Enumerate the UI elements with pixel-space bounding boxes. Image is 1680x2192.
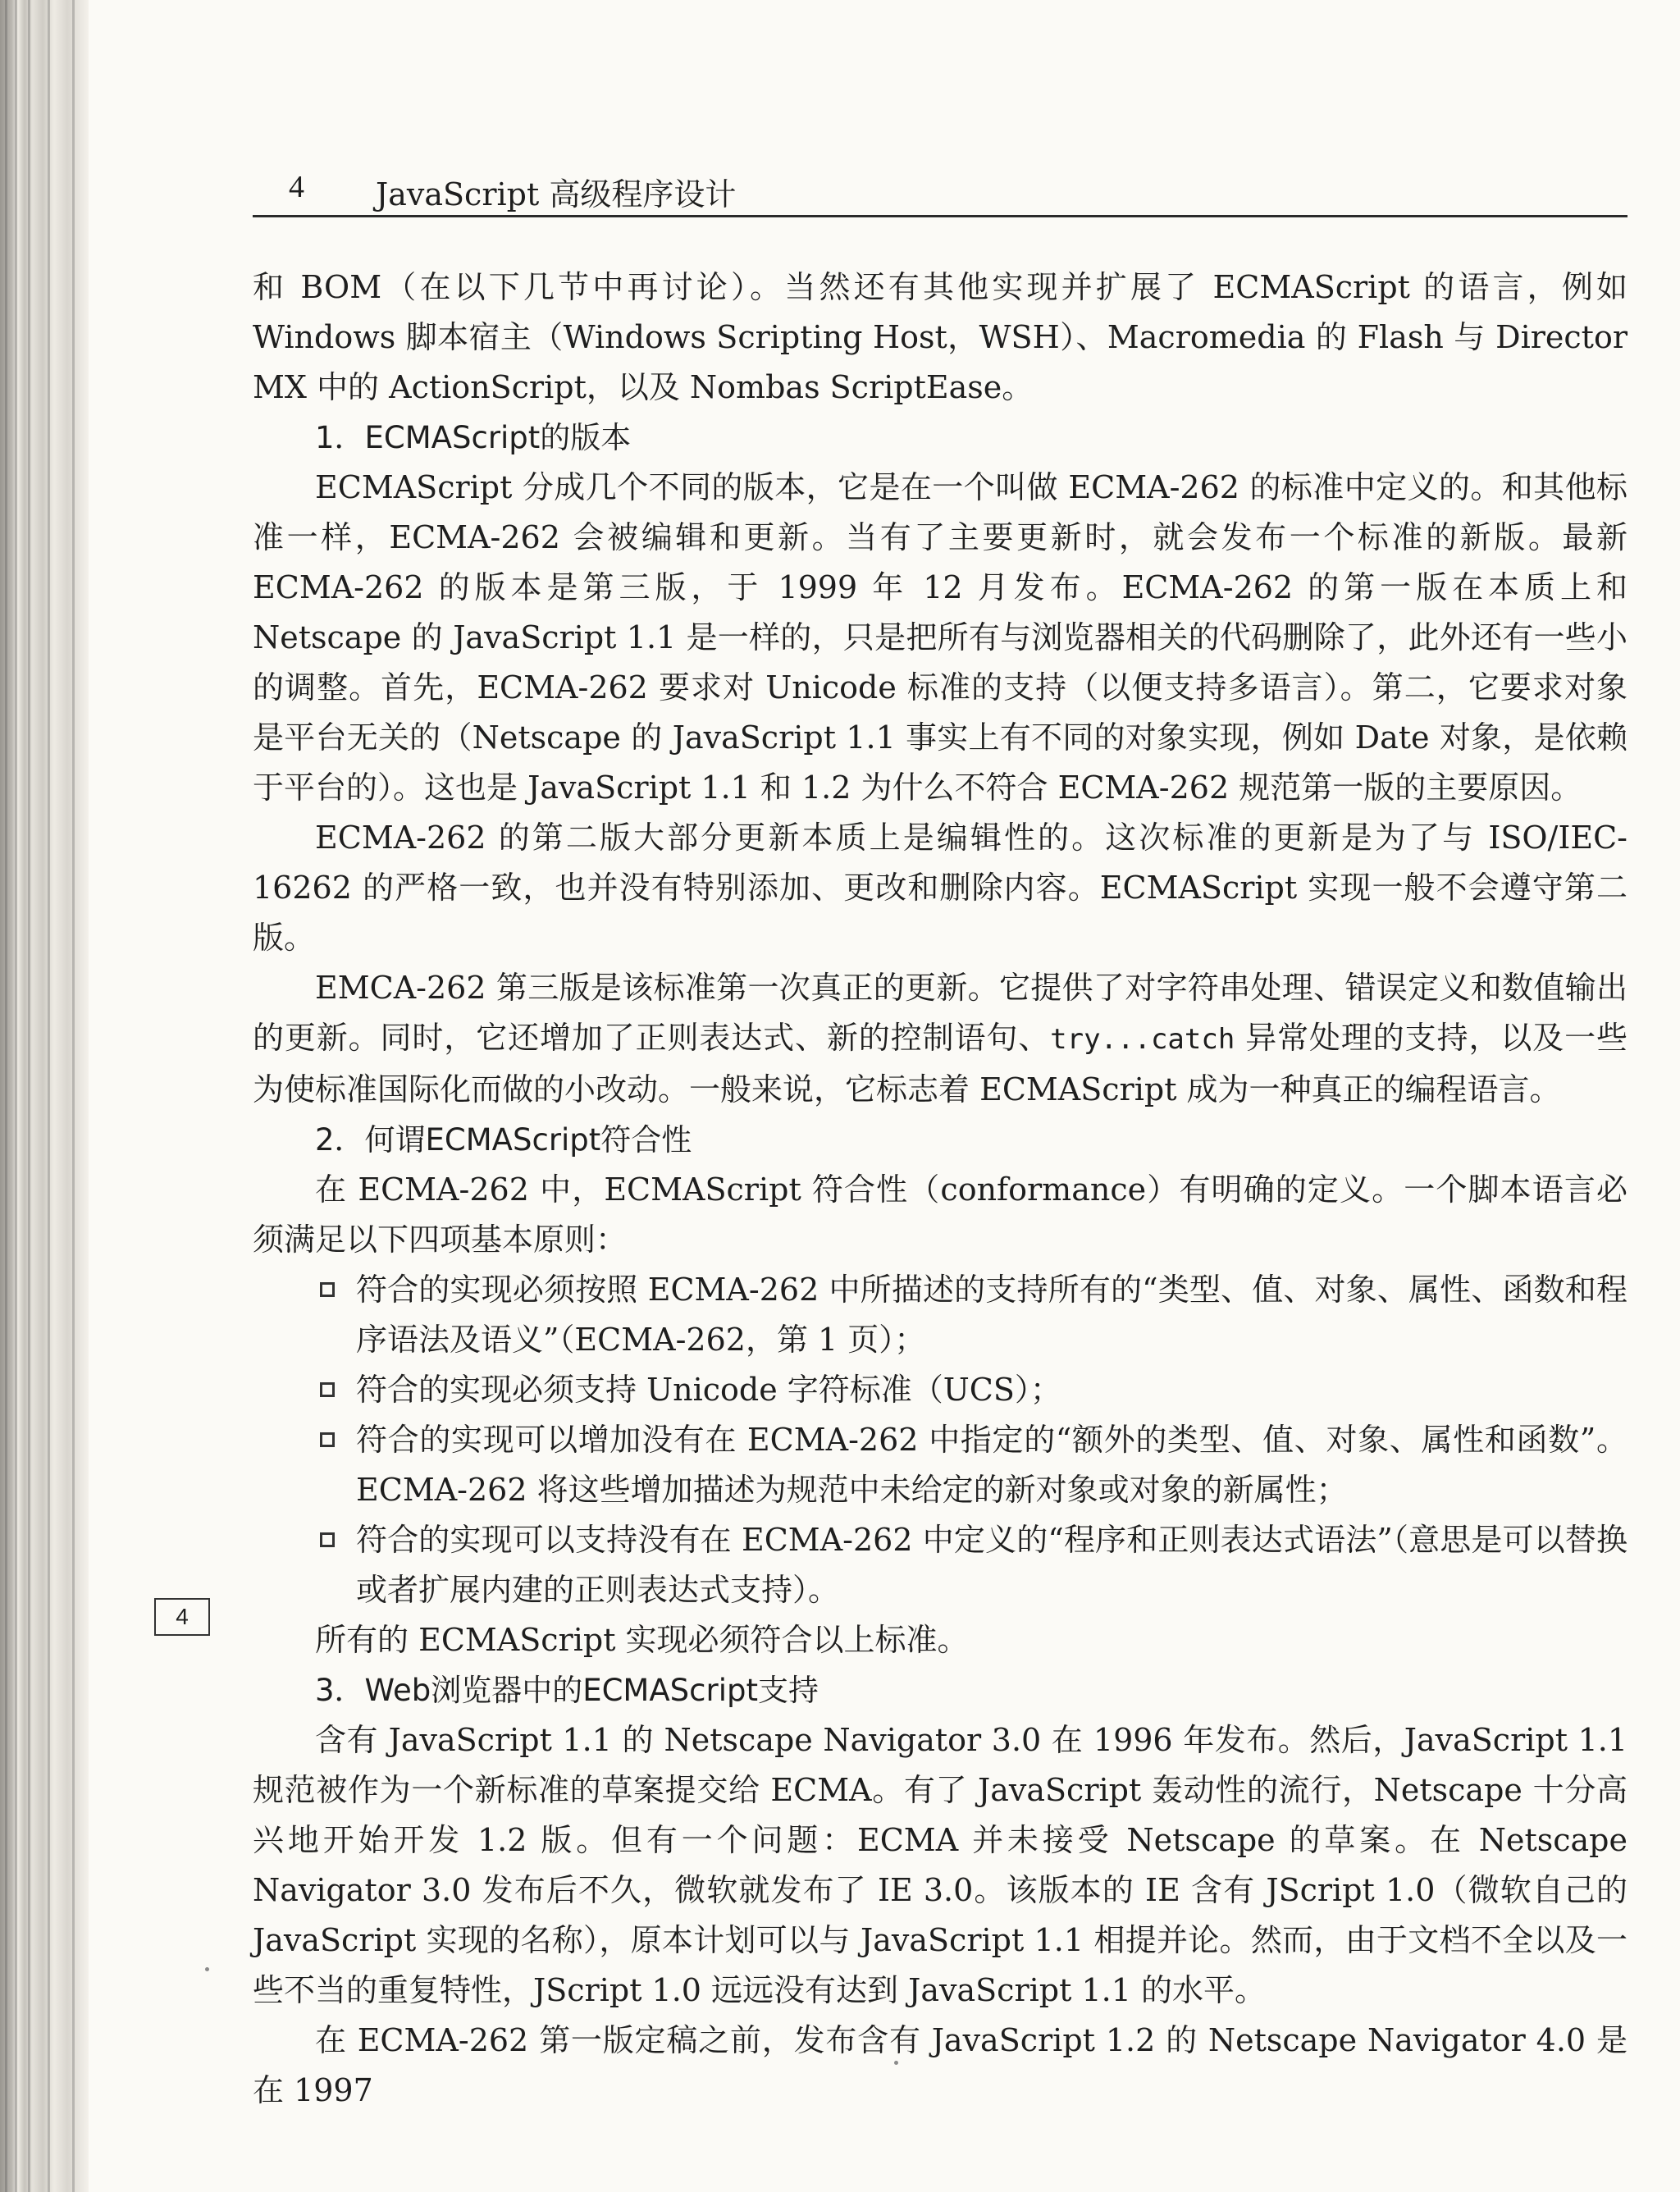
text-run: 异常处理的支持，以及一些为使标准国际化而做的小改动。一般来说，它标志着 ECMAScript 成为一种真正的编程语言。 bbox=[253, 1020, 1628, 1107]
list-item: 符合的实现可以增加没有在 ECMA-262 中指定的“额外的类型、值、对象、属性和函数”。ECMA-262 将这些增加描述为规范中未给定的新对象或对象的新属性； bbox=[318, 1415, 1628, 1515]
list-item: 符合的实现必须按照 ECMA-262 中所描述的支持所有的“类型、值、对象、属性、函数和程序语法及语义”（ECMA-262，第 1 页）； bbox=[318, 1265, 1628, 1365]
margin-page-ref: 4 bbox=[154, 1598, 210, 1636]
header-page-number: 4 bbox=[289, 170, 304, 204]
paragraph: ECMA-262 的第二版大部分更新本质上是编辑性的。这次标准的更新是为了与 ISO/IEC-16262 的严格一致，也并没有特别添加、更改和删除内容。ECMAScript 实现一般不会遵守第二版。 bbox=[253, 820, 1628, 956]
scan-speck bbox=[894, 2061, 898, 2065]
paragraph: 在 ECMA-262 第一版定稿之前，发布含有 JavaScript 1.2 的 Netscape Navigator 4.0 是在 1997 bbox=[253, 2022, 1628, 2108]
book-binding-edge bbox=[0, 0, 89, 2192]
conformance-list bbox=[253, 1265, 1628, 1615]
page-body bbox=[253, 263, 1628, 2116]
list-item: 符合的实现可以支持没有在 ECMA-262 中定义的“程序和正则表达式语法”（意思是可以替换或者扩展内建的正则表达式支持）。 bbox=[318, 1515, 1628, 1615]
paragraph: 所有的 ECMAScript 实现必须符合以上标准。 bbox=[315, 1622, 969, 1658]
paragraph: 和 BOM（在以下几节中再讨论）。当然还有其他实现并扩展了 ECMAScript 的语言，例如 Windows 脚本宿主（Windows Scripting Host，WSH）、Macromedia 的 Flash 与 Director MX 中的 ActionScript，以及 Nombas ScriptEase。 bbox=[253, 269, 1628, 405]
section-heading-conformance: 2．何谓ECMAScript符合性 bbox=[315, 1122, 692, 1158]
text-run: EMCA-262 第三版是该标准第一次真正的更新。它提供了对字符串处理、错误定义和数值输出的更新。同时，它还增加了正则表达式、新的控制语句、 bbox=[253, 970, 1628, 1056]
running-header bbox=[253, 164, 1628, 217]
section-heading-browser-support: 3．Web浏览器中的ECMAScript支持 bbox=[315, 1673, 819, 1708]
paragraph: ECMAScript 分成几个不同的版本，它是在一个叫做 ECMA-262 的标准中定义的。和其他标准一样，ECMA-262 会被编辑和更新。当有了主要更新时，就会发布一个标准的新版。最新 ECMA-262 的版本是第三版，于 1999 年 12 月发布。ECMA-262 的第一版在本质上和 Netscape 的 JavaScript 1.1 是一样的，只是把所有与浏览器相关的代码删除了，此外还有一些小的调整。首先，ECMA-262 要求对 Unicode 标准的支持（以便支持多语言）。第二，它要求对象是平台无关的（Netscape 的 JavaScript 1.1 事实上有不同的对象实现，例如 Date 对象，是依赖于平台的）。这也是 JavaScript 1.1 和 1.2 为什么不符合 ECMA-262 规范第一版的主要原因。 bbox=[253, 469, 1628, 806]
paragraph bbox=[253, 963, 1628, 1115]
paragraph: 含有 JavaScript 1.1 的 Netscape Navigator 3.0 在 1996 年发布。然后，JavaScript 1.1 规范被作为一个新标准的草案提交给 ECMA。有了 JavaScript 轰动性的流行，Netscape 十分高兴地开始开发 1.2 版。但有一个问题：ECMA 并未接受 Netscape 的草案。在 Netscape Navigator 3.0 发布后不久，微软就发布了 IE 3.0。该版本的 IE 含有 JScript 1.0（微软自己的 JavaScript 实现的名称），原本计划可以与 JavaScript 1.1 相提并论。然而，由于文档不全以及一些不当的重复特性，JScript 1.0 远远没有达到 JavaScript 1.1 的水平。 bbox=[253, 1722, 1628, 2008]
code-inline: try...catch bbox=[1050, 1023, 1235, 1056]
paragraph: 在 ECMA-262 中，ECMAScript 符合性（conformance）有明确的定义。一个脚本语言必须满足以下四项基本原则： bbox=[253, 1171, 1628, 1258]
header-book-title: JavaScript 高级程序设计 bbox=[376, 176, 737, 212]
section-heading-versions: 1．ECMAScript的版本 bbox=[315, 420, 632, 455]
list-item: 符合的实现必须支持 Unicode 字符标准（UCS）； bbox=[318, 1365, 1628, 1415]
scan-speck bbox=[205, 1967, 209, 1971]
